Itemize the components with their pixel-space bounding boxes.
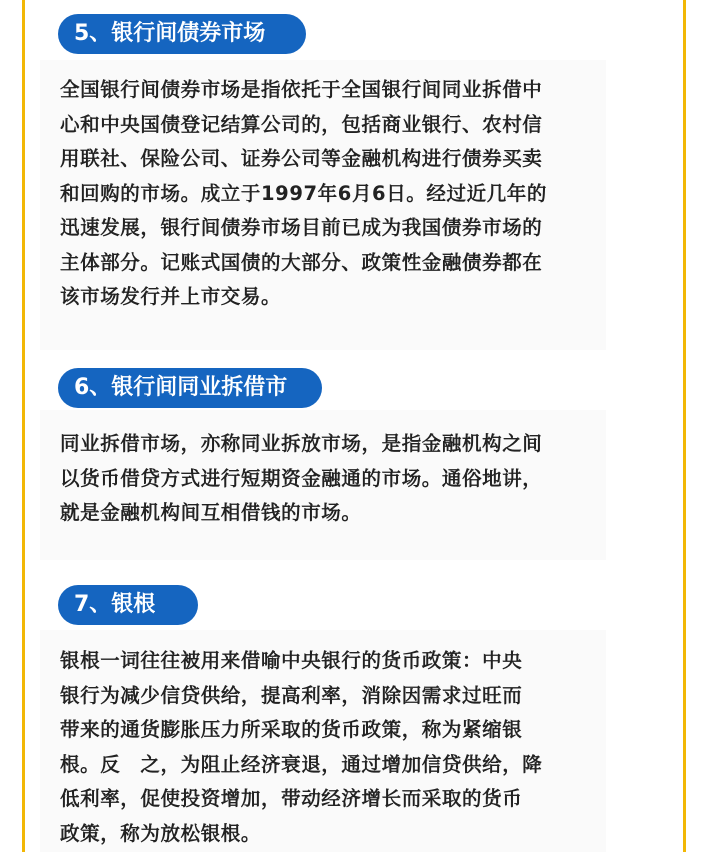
- section-title-pill: 5、银行间债券市场: [58, 14, 306, 54]
- body-line: 政策，称为放松银根。: [60, 821, 262, 845]
- body-line: 银根一词往往被用来借喻中央银行的货币政策：中央: [60, 649, 523, 672]
- body-line: 低利率，促使投资增加，带动经济增长而采取的货币: [60, 787, 523, 810]
- body-line: 心和中央国债登记结算公司的，包括商业银行、农村信: [60, 112, 543, 136]
- body-line: 用联社、保险公司、证券公司等金融机构进行债券买卖: [60, 147, 543, 170]
- section-body: [60, 644, 600, 851]
- body-line: 就是金融机构间互相借钱的市场。: [60, 501, 362, 524]
- body-line: 根。反 之，为阻止经济衰退，通过增加信贷供给，降: [60, 752, 543, 776]
- section-title-pill: 7、银根: [58, 585, 198, 625]
- body-line: 该市场发行并上市交易。: [60, 285, 282, 308]
- body-line: 迅速发展，银行间债券市场目前已成为我国债券市场的: [60, 216, 543, 239]
- body-line: 银行为减少信贷供给，提高利率，消除因需求过旺而: [60, 683, 523, 707]
- body-line: 全国银行间债券市场是指依托于全国银行间同业拆借中: [60, 78, 543, 101]
- section-body: [60, 73, 600, 315]
- body-line: 和回购的市场。成立于1997年6月6日。经过近几年的: [60, 181, 548, 205]
- section-body: [60, 427, 600, 531]
- body-line: 同业拆借市场，亦称同业拆放市场，是指金融机构之间: [60, 432, 543, 455]
- body-line: 以货币借贷方式进行短期资金融通的市场。通俗地讲，: [60, 466, 543, 490]
- section-title-pill: 6、银行间同业拆借市: [58, 368, 322, 408]
- body-line: 主体部分。记账式国债的大部分、政策性金融债券都在: [60, 250, 543, 274]
- body-line: 带来的通货膨胀压力所采取的货币政策，称为紧缩银: [60, 718, 523, 741]
